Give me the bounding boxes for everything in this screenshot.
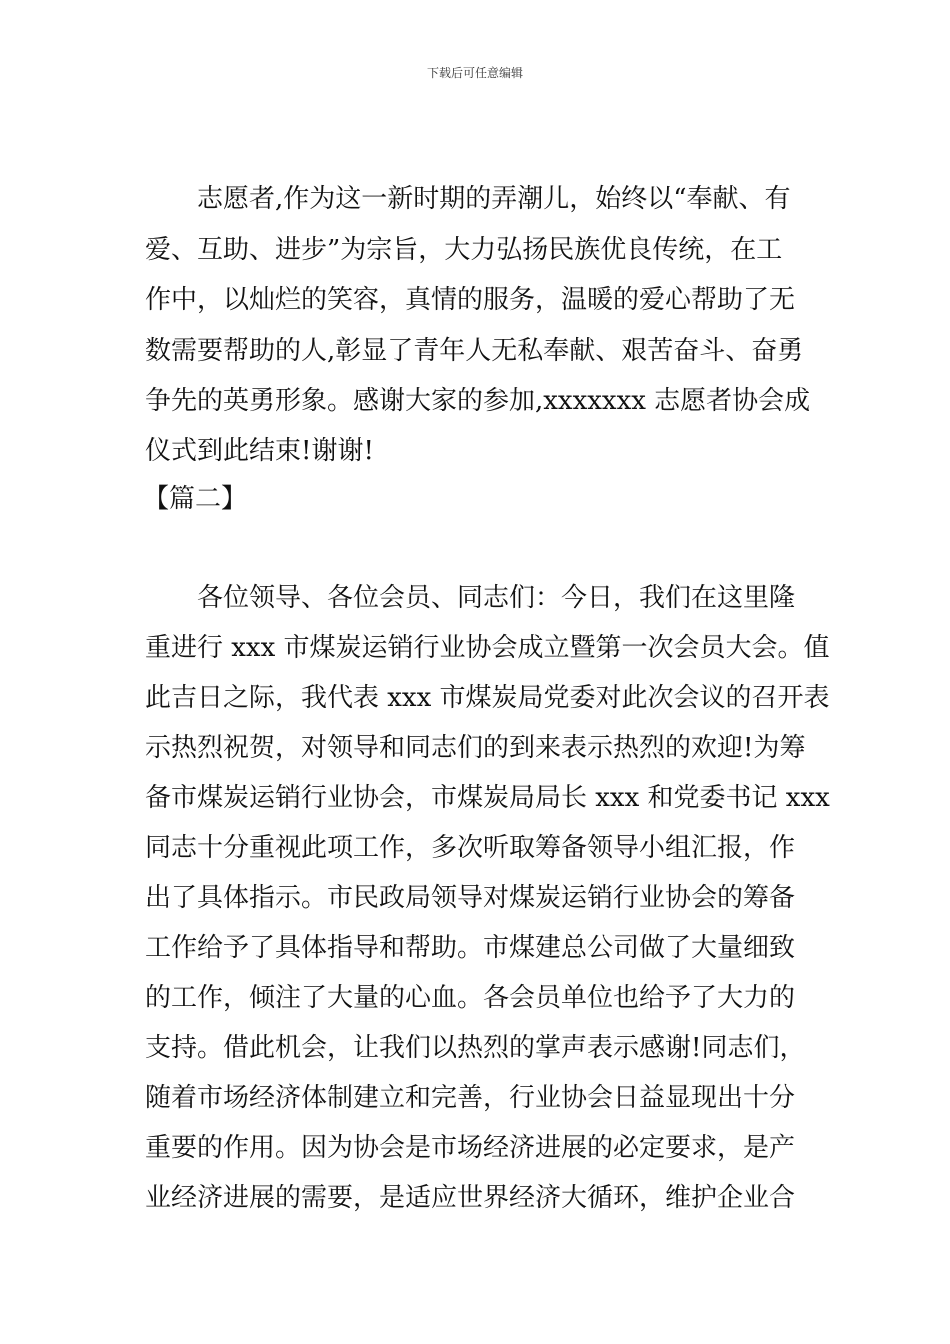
paragraph-line: 数需要帮助的人,彰显了青年人无私奉献、艰苦奋斗、奋勇 [145,336,804,366]
paragraph-line: 的工作，倾注了大量的心血。各会员单位也给予了大力的 [145,983,796,1013]
paragraph-line: 爱、互助、进步”为宗旨，大力弘扬民族优良传统，在工 [145,235,783,265]
paragraph-line: 支持。借此机会，让我们以热烈的掌声表示感谢!同志们， [145,1033,806,1063]
paragraph-line: 备市煤炭运销行业协会，市煤炭局局长 xxx 和党委书记 xxx [145,783,830,813]
paragraph-line: 各位领导、各位会员、同志们：今日，我们在这里隆 [197,583,796,613]
paragraph-line: 重要的作用。因为协会是市场经济进展的必定要求，是产 [145,1133,796,1163]
section-heading: 【篇二】 [143,484,248,514]
paragraph-line: 业经济进展的需要，是适应世界经济大循环，维护企业合 [145,1183,796,1213]
paragraph-line: 志愿者,作为这一新时期的弄潮儿，始终以“奉献、有 [197,184,791,214]
paragraph-line: 作中，以灿烂的笑容，真情的服务，温暖的爱心帮助了无 [145,285,796,315]
paragraph-line: 同志十分重视此项工作，多次听取筹备领导小组汇报，作 [145,833,796,863]
paragraph-line: 此吉日之际，我代表 xxx 市煤炭局党委对此次会议的召开表 [145,683,830,713]
paragraph-line: 仪式到此结束!谢谢! [145,436,374,466]
paragraph-line: 示热烈祝贺，对领导和同志们的到来表示热烈的欢迎!为筹 [145,733,806,763]
paragraph-line: 出了具体指示。市民政局领导对煤炭运销行业协会的筹备 [145,883,796,913]
page-header: 下载后可任意编辑 [426,66,523,80]
paragraph-line: 工作给予了具体指导和帮助。市煤建总公司做了大量细致 [145,933,796,963]
paragraph-line: 随着市场经济体制建立和完善，行业协会日益显现出十分 [145,1083,796,1113]
paragraph-line: 争先的英勇形象。感谢大家的参加,xxxxxxx 志愿者协会成 [145,386,811,416]
paragraph-line: 重进行 xxx 市煤炭运销行业协会成立暨第一次会员大会。值 [145,633,830,663]
